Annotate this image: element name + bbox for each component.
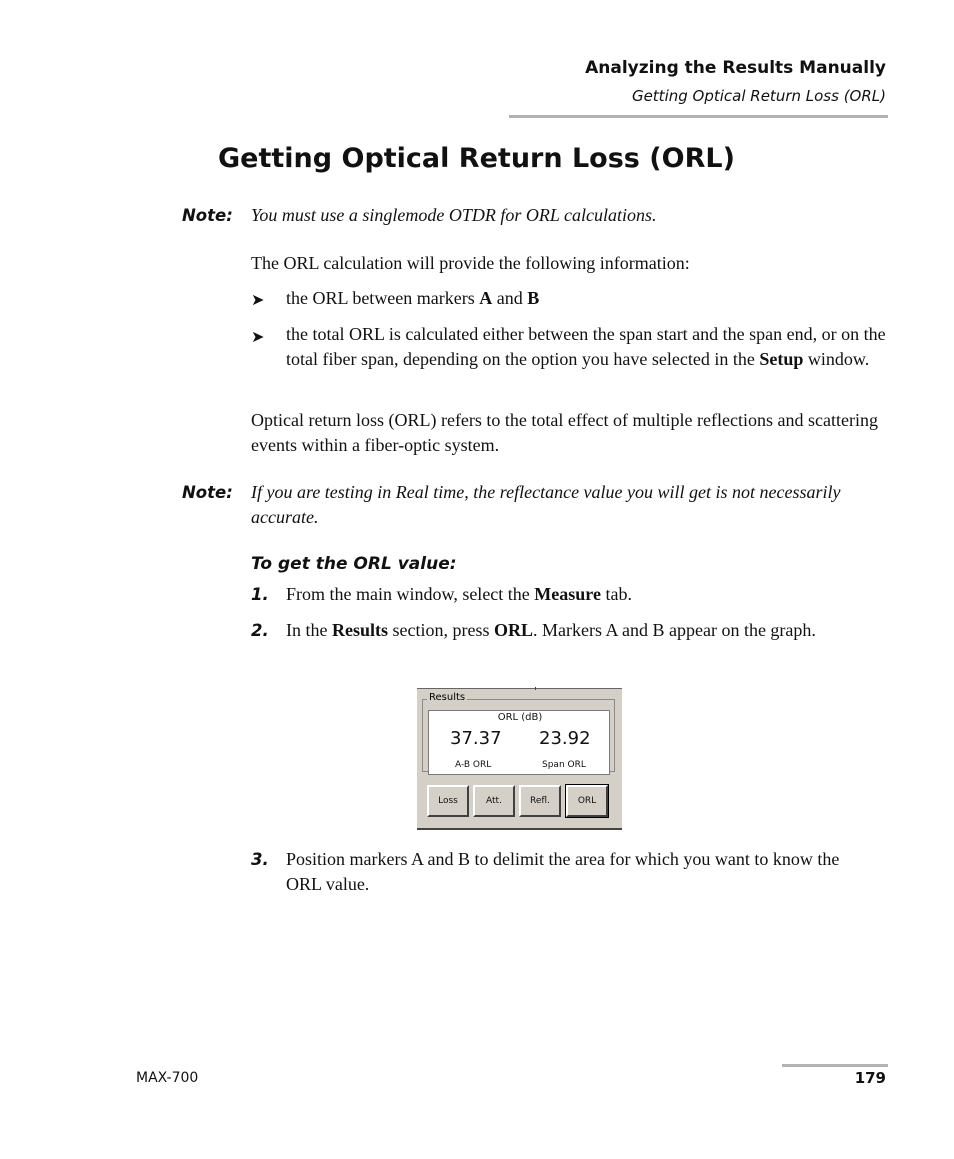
orl-unit-label: ORL (dB) [497,712,543,723]
step-number: 3. [251,850,269,869]
page-heading: Getting Optical Return Loss (ORL) [218,143,735,174]
panel-edge-tick [535,687,536,690]
footer-rule [782,1064,888,1067]
bullet-item: the total ORL is calculated either between the span start and the span end, or on the total fiber span, depending on the option you have selected in the Setup window. [286,324,886,369]
refl-button[interactable]: Refl. [519,785,561,817]
att-button[interactable]: Att. [473,785,515,817]
step-text: Position markers A and B to delimit the area for which you want to know the ORL value. [286,849,840,894]
note-label: Note: [182,206,233,225]
results-legend: Results [429,692,466,703]
results-panel-screenshot [417,688,622,830]
chapter-title: Analyzing the Results Manually [585,58,886,78]
bullet-arrow-icon: ➤ [251,292,265,309]
note-text: If you are testing in Real time, the reflectance value you will get is not necessarily accurate. [251,482,841,527]
note-text: You must use a singlemode OTDR for ORL calculations. [251,205,657,225]
bullet-arrow-icon: ➤ [251,329,265,346]
orl-button[interactable]: ORL [566,785,608,817]
ab-orl-value: 37.37 [450,728,502,749]
step-number: 2. [251,621,269,640]
procedure-heading: To get the ORL value: [251,554,457,574]
orl-display [428,710,610,775]
step-number: 1. [251,585,269,604]
page-number: 179 [854,1069,886,1087]
header-rule [509,115,888,118]
note-label: Note: [182,483,233,502]
definition-paragraph: Optical return loss (ORL) refers to the total effect of multiple reflections and scattering events within a fiber-optic system. [251,410,878,455]
span-orl-value: 23.92 [539,728,591,749]
product-name: MAX-700 [136,1070,199,1086]
ab-orl-caption: A-B ORL [455,760,492,770]
step-text: In the Results section, press ORL. Markers A and B appear on the graph. [286,620,816,640]
intro-paragraph: The ORL calculation will provide the following information: [251,253,690,273]
section-title: Getting Optical Return Loss (ORL) [631,87,886,105]
bullet-item: the ORL between markers A and B [286,288,540,308]
loss-button[interactable]: Loss [427,785,469,817]
span-orl-caption: Span ORL [542,760,586,770]
step-text: From the main window, select the Measure tab. [286,584,632,604]
